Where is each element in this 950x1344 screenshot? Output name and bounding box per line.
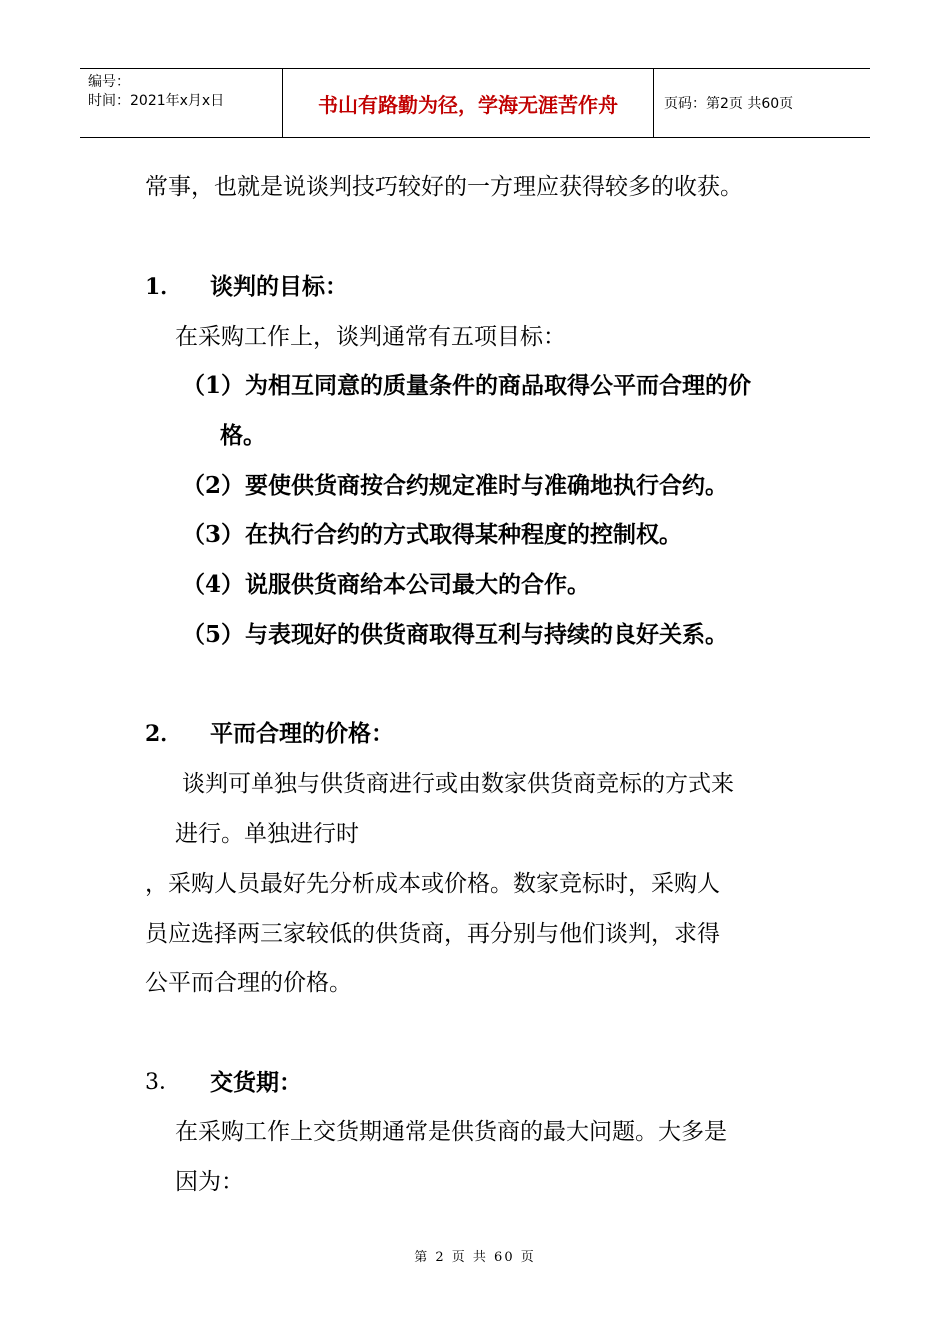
code-label: 编号： <box>88 74 130 90</box>
item1-cont: 格。 <box>220 422 266 449</box>
section2-number: 2． <box>145 721 183 747</box>
section1-number: 1． <box>145 274 183 300</box>
section2-line-3: ，采购人员最好先分析成本或价格。数家竞标时，采购人 <box>145 871 720 897</box>
item1-marker: （1） <box>182 372 245 399</box>
item4-text: 说服供货商给本公司最大的合作。 <box>245 571 590 598</box>
header-table <box>80 68 870 138</box>
section2-line-5: 公平而合理的价格。 <box>145 970 352 996</box>
item5-marker: （5） <box>182 621 245 648</box>
section3-number: 3． <box>145 1070 181 1095</box>
item3-marker: （3） <box>182 521 245 548</box>
item2-marker: （2） <box>182 472 245 499</box>
item4-marker: （4） <box>182 571 245 598</box>
section2-title: 平而合理的价格： <box>210 720 394 747</box>
page-footer <box>0 1246 950 1265</box>
item5-text: 与表现好的供货商取得互利与持续的良好关系。 <box>245 621 728 648</box>
header-left-cell <box>80 69 282 137</box>
header-motto: 书山有路勤为径，学海无涯苦作舟 <box>282 69 654 137</box>
section2-line-2: 进行。单独进行时 <box>175 821 359 847</box>
section3-line-2: 因为： <box>175 1169 244 1195</box>
section1-title: 谈判的目标： <box>210 273 348 300</box>
section2-line-4: 员应选择两三家较低的供货商，再分别与他们谈判，求得 <box>145 921 720 947</box>
section1-intro: 在采购工作上，谈判通常有五项目标： <box>175 324 566 350</box>
item3-text: 在执行合约的方式取得某种程度的控制权。 <box>245 521 682 548</box>
item1-text: 为相互同意的质量条件的商品取得公平而合理的价 <box>245 372 751 399</box>
section3-line-1: 在采购工作上交货期通常是供货商的最大问题。大多是 <box>175 1119 727 1145</box>
item2-text: 要使供货商按合约规定准时与准确地执行合约。 <box>245 472 728 499</box>
header-page-info: 页码：第2页 共60页 <box>664 96 794 112</box>
section2-line-1: 谈判可单独与供货商进行或由数家供货商竞标的方式来 <box>182 771 734 797</box>
time-label: 时间：2021年x月x日 <box>88 93 225 109</box>
section3-title: 交货期： <box>210 1069 302 1096</box>
intro-line: 常事，也就是说谈判技巧较好的一方理应获得较多的收获。 <box>145 174 743 200</box>
footer-page-number: 第 2 页 共 60 页 <box>414 1250 536 1265</box>
